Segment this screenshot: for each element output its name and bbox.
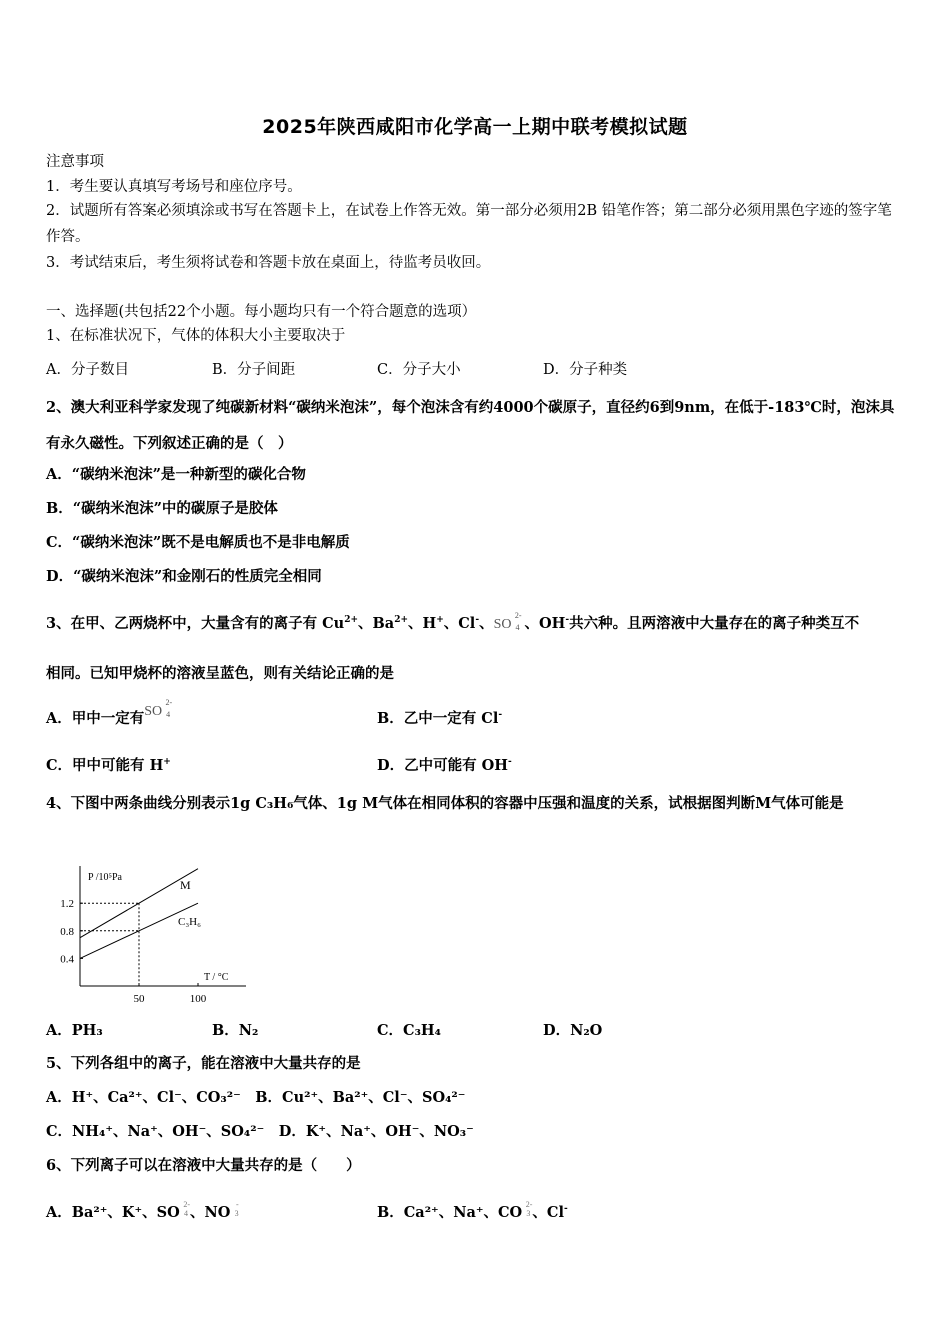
q1-option-d: D．分子种类 <box>543 362 628 378</box>
q4-stem: 4、下图中两条曲线分别表示1g C₃H₆气体、1g M气体在相同体积的容器中压强和温度的关系，试根据图判断M气体可能是 <box>46 795 844 812</box>
q4-option-c: C．C₃H₄ <box>377 1022 441 1039</box>
q5-stem: 5、下列各组中的离子，能在溶液中大量共存的是 <box>46 1055 361 1072</box>
q3-options-row1 <box>46 698 906 729</box>
q4-option-a: A．PH₃ <box>46 1022 103 1039</box>
notice-heading: 注意事项 <box>46 154 104 170</box>
q3-option-a: A．甲中一定有SO 2- 4 <box>46 698 173 727</box>
y-axis-label: P /10⁵Pa <box>88 872 122 883</box>
q4-option-b: B．N₂ <box>212 1022 259 1039</box>
q2-option-a: A．“碳纳米泡沫”是一种新型的碳化合物 <box>46 466 306 483</box>
q1-option-a: A．分子数目 <box>46 362 129 378</box>
y-tick-label: 0.4 <box>60 953 74 966</box>
x-axis-label: T / °C <box>204 972 229 983</box>
q3-option-d: D．乙中可能有 OH- <box>377 757 512 774</box>
q2-stem: 2、澳大利亚科学家发现了纯碳新材料“碳纳米泡沫”，每个泡沫含有约4000个碳原子，直径约6到9nm，在低于-183℃时，泡沫具有永久磁性。下列叙述正确的是（ ） <box>46 399 895 452</box>
x-tick-label: 100 <box>189 993 207 1005</box>
y-tick-label: 0.8 <box>60 925 74 938</box>
y-tick-label: 1.2 <box>60 898 74 911</box>
page-title: 2025年陕西咸阳市化学高一上期中联考模拟试题 <box>262 116 688 138</box>
notice-item-1: 1．考生要认真填写考场号和座位序号。 <box>46 179 302 195</box>
q2-option-c: C．“碳纳米泡沫”既不是电解质也不是非电解质 <box>46 534 350 551</box>
x-tick-label: 50 <box>133 993 145 1005</box>
q1-options <box>46 360 906 380</box>
series-label-C3H6: C₃H₆ <box>178 916 201 928</box>
q1-stem: 1、在标准状况下，气体的体积大小主要取决于 <box>46 328 346 344</box>
q4-option-d: D．N₂O <box>543 1022 603 1039</box>
q5-options-row2: C．NH₄⁺、Na⁺、OH⁻、SO₄²⁻ D．K⁺、Na⁺、OH⁻、NO₃⁻ <box>46 1123 474 1140</box>
section-heading: 一、选择题(共包括22个小题。每小题均只有一个符合题意的选项） <box>46 304 477 320</box>
q1-option-b: B．分子间距 <box>212 362 296 378</box>
q3-stem-part1: 3、在甲、乙两烧杯中，大量含有的离子有 <box>46 615 318 632</box>
q3-stem-line1: 3、在甲、乙两烧杯中，大量含有的离子有 $Cu^{2+}$、$Ba^{2+}$、H+、Cl-、SO 2- 4 、OH-共六种。且两溶液中大量存在的离子种类互不 <box>46 614 859 635</box>
notice-item-3: 3．考试结束后，考生须将试卷和答题卡放在桌面上，待监考员收回。 <box>46 255 491 271</box>
q6-options <box>46 1200 906 1223</box>
q3-stem-line2: 相同。已知甲烧杯的溶液呈蓝色，则有关结论正确的是 <box>46 665 394 682</box>
series-label-M: M <box>180 878 191 892</box>
q3-options-row2 <box>46 756 906 776</box>
q3-option-b: B．乙中一定有 Cl- <box>377 710 503 727</box>
sulfate-ion: SO 2- 4 <box>493 611 522 632</box>
q3-stem-part2-a: 共六种。且两溶液中大量存在的离子种类互不 <box>569 615 860 632</box>
q2-option-b: B．“碳纳米泡沫”中的碳原子是胶体 <box>46 500 278 517</box>
q6-option-b: B．Ca²⁺、Na⁺、CO 2- 3 、Cl- <box>377 1200 568 1221</box>
sulfate-ion: SO 2- 4 <box>144 698 173 719</box>
chart-plot <box>60 866 246 1005</box>
pressure-temperature-chart <box>46 862 251 1012</box>
q1-option-c: C．分子大小 <box>377 362 461 378</box>
q3-option-c: C．甲中可能有 H+ <box>46 757 171 774</box>
notice-item-2: 2．试题所有答案必须填涂或书写在答题卡上，在试卷上作答无效。第一部分必须用2B 铅笔作答；第二部分必须用黑色字迹的签字笔作答。 <box>46 203 892 245</box>
q6-stem: 6、下列离子可以在溶液中大量共存的是（ ） <box>46 1157 361 1174</box>
q2-option-d: D．“碳纳米泡沫”和金刚石的性质完全相同 <box>46 568 322 585</box>
q5-options-row1: A．H⁺、Ca²⁺、Cl⁻、CO₃²⁻ B．Cu²⁺、Ba²⁺、Cl⁻、SO₄²⁻ <box>46 1089 466 1106</box>
q6-option-a: A．Ba²⁺、K⁺、SO 2- 4 、NO - 3 <box>46 1200 239 1221</box>
q4-options <box>46 1021 906 1041</box>
